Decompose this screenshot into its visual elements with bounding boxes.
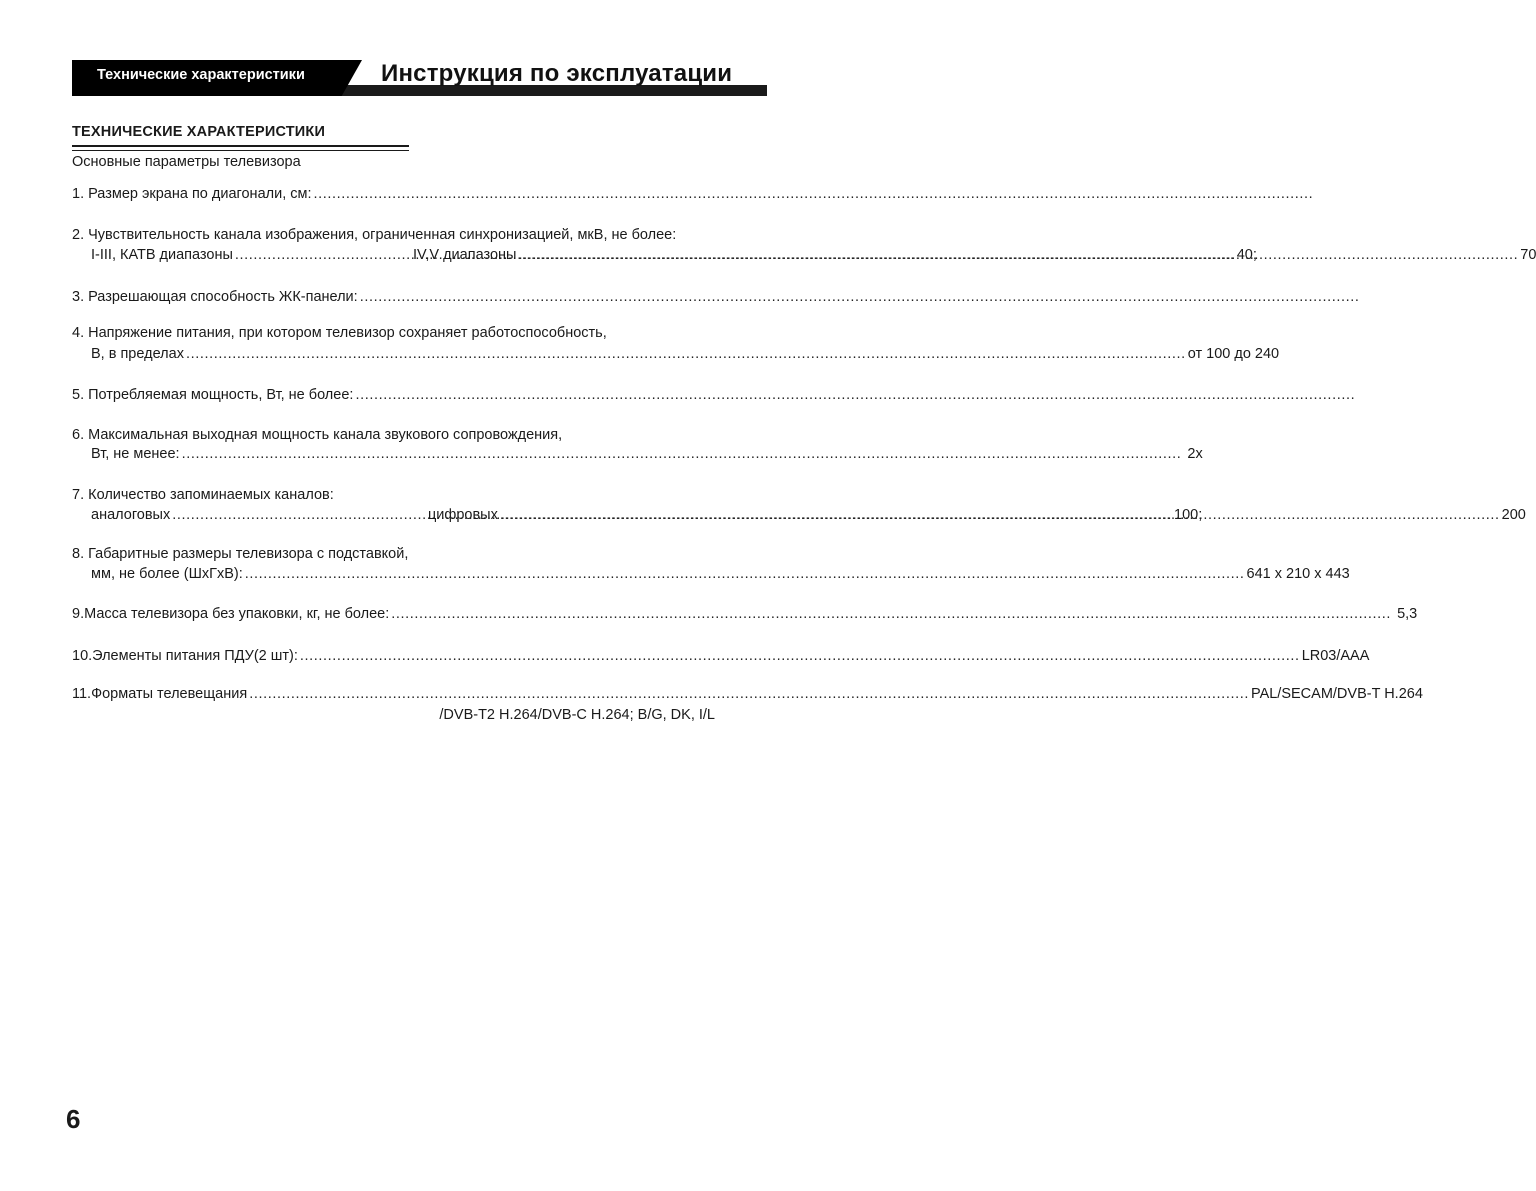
spec-label: аналоговых: [91, 507, 171, 523]
spec-label: В, в пределах: [91, 346, 184, 362]
spec-value: /DVB-T2 H.264/DVB-C H.264; B/G, DK, I/L: [439, 707, 715, 723]
dot-leader: [500, 505, 1500, 525]
dot-leader: [300, 646, 1300, 666]
dot-leader: [391, 604, 1391, 624]
spec-value: от 100 до 240: [1187, 346, 1280, 362]
spec-value: 70: [1520, 247, 1536, 263]
spec-label: 8. Габаритные размеры телевизора с подставкой,: [72, 546, 409, 562]
dot-leader: [518, 245, 1518, 265]
spec-dimensions: [91, 564, 1350, 584]
dot-leader: [360, 287, 1360, 307]
spec-label: 4. Напряжение питания, при котором телевизор сохраняет работоспособность,: [72, 325, 607, 341]
dot-leader: [186, 344, 1186, 364]
spec-label: 7. Количество запоминаемых каналов:: [72, 487, 334, 503]
spec-label: 1. Размер экрана по диагонали, см:: [72, 186, 312, 202]
spec-label: 9.Масса телевизора без упаковки, кг, не более:: [72, 606, 390, 622]
header-section-label: Технические характеристики: [97, 67, 305, 83]
spec-voltage-range: [91, 344, 1280, 364]
spec-label: 10.Элементы питания ПДУ(2 шт):: [72, 648, 298, 664]
spec-label: 5. Потребляемая мощность, Вт, не более:: [72, 387, 354, 403]
dot-leader: [245, 564, 1245, 584]
spec-label: Вт, не менее:: [91, 446, 180, 462]
spec-broadcast-formats-cont: [400, 705, 715, 725]
dot-leader: [249, 684, 1249, 704]
spec-channels-digital: [428, 505, 1526, 525]
spec-weight: [72, 604, 1418, 624]
spec-screen-size: [72, 184, 685, 204]
spec-broadcast-formats: [72, 684, 1423, 704]
spec-label: I-III, КАТВ диапазоны: [91, 247, 233, 263]
section-subheading: Основные параметры телевизора: [72, 154, 301, 170]
spec-resolution: [72, 287, 630, 307]
spec-voltage-title: [72, 323, 607, 343]
section-heading: ТЕХНИЧЕСКИЕ ХАРАКТЕРИСТИКИ: [72, 124, 326, 140]
page-header: [72, 60, 767, 96]
spec-value: 100;: [1174, 507, 1203, 523]
spec-channels-values: [91, 505, 1526, 525]
spec-sensitivity-values: [91, 245, 1536, 265]
spec-sensitivity-band-b: [413, 245, 1536, 265]
spec-label: IV,V диапазоны: [413, 247, 517, 263]
dot-leader: [314, 184, 1314, 204]
spec-label: 3. Разрешающая способность ЖК-панели:: [72, 289, 358, 305]
spec-label: 6. Максимальная выходная мощность канала звукового сопровождения,: [72, 427, 563, 443]
dot-leader: [355, 385, 1355, 405]
spec-remote-batteries: [72, 646, 1370, 666]
spec-audio-title: [72, 425, 562, 445]
spec-dimensions-title: [72, 544, 408, 564]
spec-label: цифровых: [428, 507, 498, 523]
spec-label: 2. Чувствительность канала изображения, ограниченная синхронизацией, мкВ, не более:: [72, 227, 677, 243]
spec-channels-title: [72, 485, 334, 505]
spec-label: 11.Форматы телевещания: [72, 686, 248, 702]
spec-audio-power: [91, 444, 1203, 464]
spec-label: мм, не более (ШхГхВ):: [91, 566, 243, 582]
section-rule-thick: [72, 145, 409, 147]
header-title: Инструкция по эксплуатации: [381, 60, 733, 87]
dot-leader: [182, 444, 1182, 464]
spec-value: 200: [1501, 507, 1526, 523]
spec-value: 5,3: [1397, 606, 1418, 622]
spec-value: PAL/SECAM/DVB-T H.264: [1250, 686, 1423, 702]
spec-value: 2x: [1187, 446, 1203, 462]
section-rule-thin: [72, 150, 409, 151]
spec-value: LR03/AAA: [1301, 648, 1370, 664]
spec-value: 641 x 210 x 443: [1246, 566, 1350, 582]
spec-sensitivity-title: [72, 225, 676, 245]
spec-value: 40;: [1236, 247, 1257, 263]
spec-power: [72, 385, 694, 405]
page-number: 6: [66, 1104, 81, 1134]
